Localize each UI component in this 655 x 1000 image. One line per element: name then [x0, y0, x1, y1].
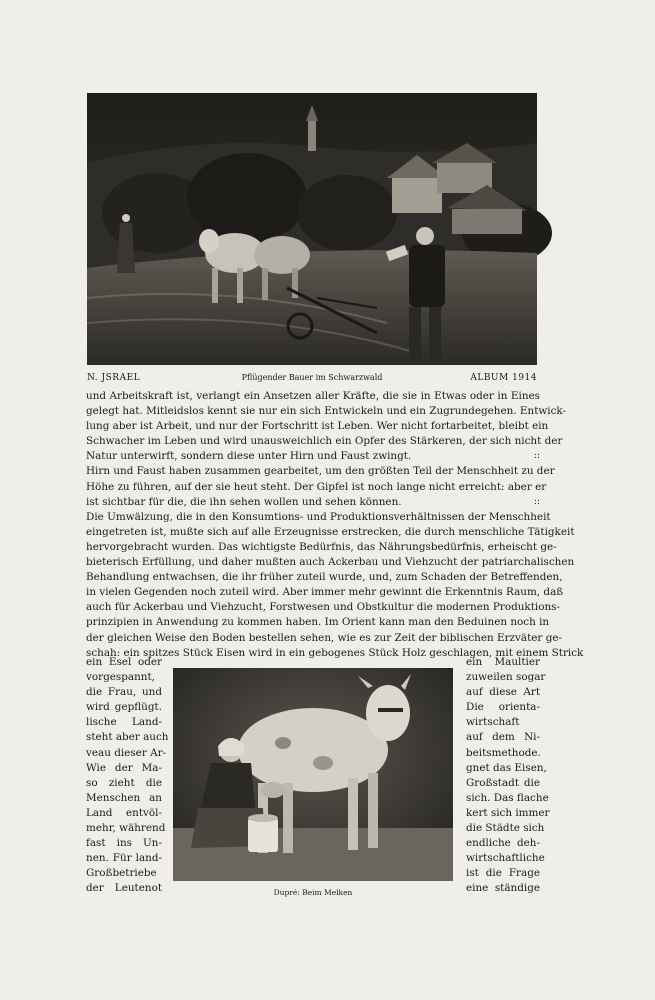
text-line: Die Umwälzung, die in den Konsumtions- und Produktionsverhältnissen der Menschheit — [86, 510, 551, 523]
text-line: Wie der Ma- — [86, 761, 162, 774]
caption-row — [87, 373, 537, 387]
text-line: der gleichen Weise den Boden bestellen sehen, wie es zur Zeit der biblischen Erzväter ge- — [86, 631, 562, 644]
text-line: auf diese Art — [466, 686, 540, 699]
text-line: prinzipien in Anwendung zu kommen haben. Im Orient kann man den Beduinen noch in — [86, 616, 550, 629]
text-line: wird gepflügt. — [86, 701, 162, 714]
text-line: Menschen an — [86, 791, 162, 804]
text-line: beitsmethode. — [466, 746, 541, 759]
text-line: fast ins Un- — [86, 837, 162, 850]
text-line: Großbetriebe — [86, 867, 157, 880]
text-line-content: Natur unterwirft, sondern diese unter Hirn und Faust zwingt. — [86, 450, 412, 463]
text-line: eine ständige — [466, 882, 540, 895]
text-line: kert sich immer — [466, 806, 550, 819]
text-line: ein Esel oder — [86, 656, 162, 668]
text-line: Höhe zu führen, auf der sie heut steht. Der Gipfel ist noch lange nicht erreicht: aber er — [86, 480, 547, 493]
text-line: wirtschaft — [466, 716, 520, 729]
text-line: bieterisch Erfüllung, und daher mußten auch Ackerbau und Viehzucht der patriarchalischen — [86, 556, 575, 569]
text-line: zuweilen sogar — [466, 671, 546, 684]
photo-milking-cow — [173, 668, 453, 881]
text-line: der Leutenot — [86, 882, 162, 895]
text-line: lische Land- — [86, 716, 162, 729]
photographer-credit: N. JSRAEL — [87, 373, 141, 383]
text-line: steht aber auch — [86, 731, 169, 744]
text-line: in vielen Gegenden noch zuteil wird. Aber immer mehr gewinnt die Erkenntnis Raum, daß — [86, 586, 564, 599]
text-line: veau dieser Ar- — [86, 746, 167, 759]
text-line: nen. Für land- — [86, 852, 162, 865]
text-line: und Arbeitskraft ist, verlangt ein Ansetzen aller Kräfte, die sie in Etwas oder in Eines — [86, 390, 540, 402]
text-line: ist die Frage — [466, 867, 540, 880]
text-line — [86, 449, 540, 464]
text-line: sich. Das flache — [466, 791, 549, 804]
text-line: eingetreten ist, mußte sich auf alle Erzeugnisse erstrecken, die durch menschliche Tätigkeit — [86, 525, 575, 538]
text-line: Schwacher im Leben und wird unausweichlich ein Opfer des Stärkeren, der sich nicht der — [86, 435, 563, 448]
left-column-text — [86, 655, 169, 897]
text-line: Behandlung entwachsen, die ihr früher zuteil wurde, und, zum Schaden der Betreffenden, — [86, 571, 563, 584]
text-line: endliche deh- — [466, 837, 540, 850]
text-line: lung aber ist Arbeit, und nur der Fortschritt ist Leben. Wer nicht fortarbeitet, bleibt ein — [86, 420, 549, 433]
text-line: wirtschaftliche — [466, 852, 545, 865]
right-column-text — [466, 655, 550, 897]
text-line — [86, 495, 540, 510]
text-line: auf dem Ni- — [466, 731, 540, 744]
paragraph-marker: :: — [533, 496, 540, 507]
text-line: die Frau, und — [86, 686, 162, 699]
text-line: Hirn und Faust haben zusammen gearbeitet, um den größten Teil der Menschheit zu der — [86, 465, 555, 478]
photo-plowing-farmer — [87, 93, 537, 365]
text-line: schah: ein spitzes Stück Eisen wird in ein gebogenes Stück Holz geschlagen, mit einem Strick — [86, 646, 584, 659]
text-line: gnet das Eisen, — [466, 761, 547, 774]
paragraph-marker: :: — [533, 451, 540, 462]
text-line: gelegt hat. Mitleidslos kennt sie nur ein sich Entwickeln und ein Zugrundegehen. Entwick- — [86, 405, 567, 418]
text-line: mehr, während — [86, 822, 166, 835]
photo-caption-bottom: Dupré: Beim Melken — [273, 888, 353, 897]
text-line: ein Maultier — [466, 656, 540, 668]
photo-caption: Pflügender Bauer im Schwarzwald — [241, 373, 383, 382]
text-line: Die orienta- — [466, 701, 540, 714]
text-line: so zieht die — [86, 776, 162, 789]
text-line: vorgespannt, — [86, 671, 155, 684]
text-line: hervorgebracht wurden. Das wichtigste Bedürfnis, das Nährungsbedürfnis, erheischt ge- — [86, 540, 557, 553]
body-text — [86, 389, 584, 661]
text-line: auch für Ackerbau und Viehzucht, Forstwesen und Obstkultur die modernen Produktions- — [86, 601, 561, 614]
text-line: die Städte sich — [466, 822, 545, 835]
text-line: Großstadt die — [466, 776, 540, 789]
text-line: Land entvöl- — [86, 806, 162, 819]
text-line-content: ist sichtbar für die, die ihn sehen wollen und sehen können. — [86, 495, 402, 508]
album-label: ALBUM 1914 — [470, 373, 537, 383]
